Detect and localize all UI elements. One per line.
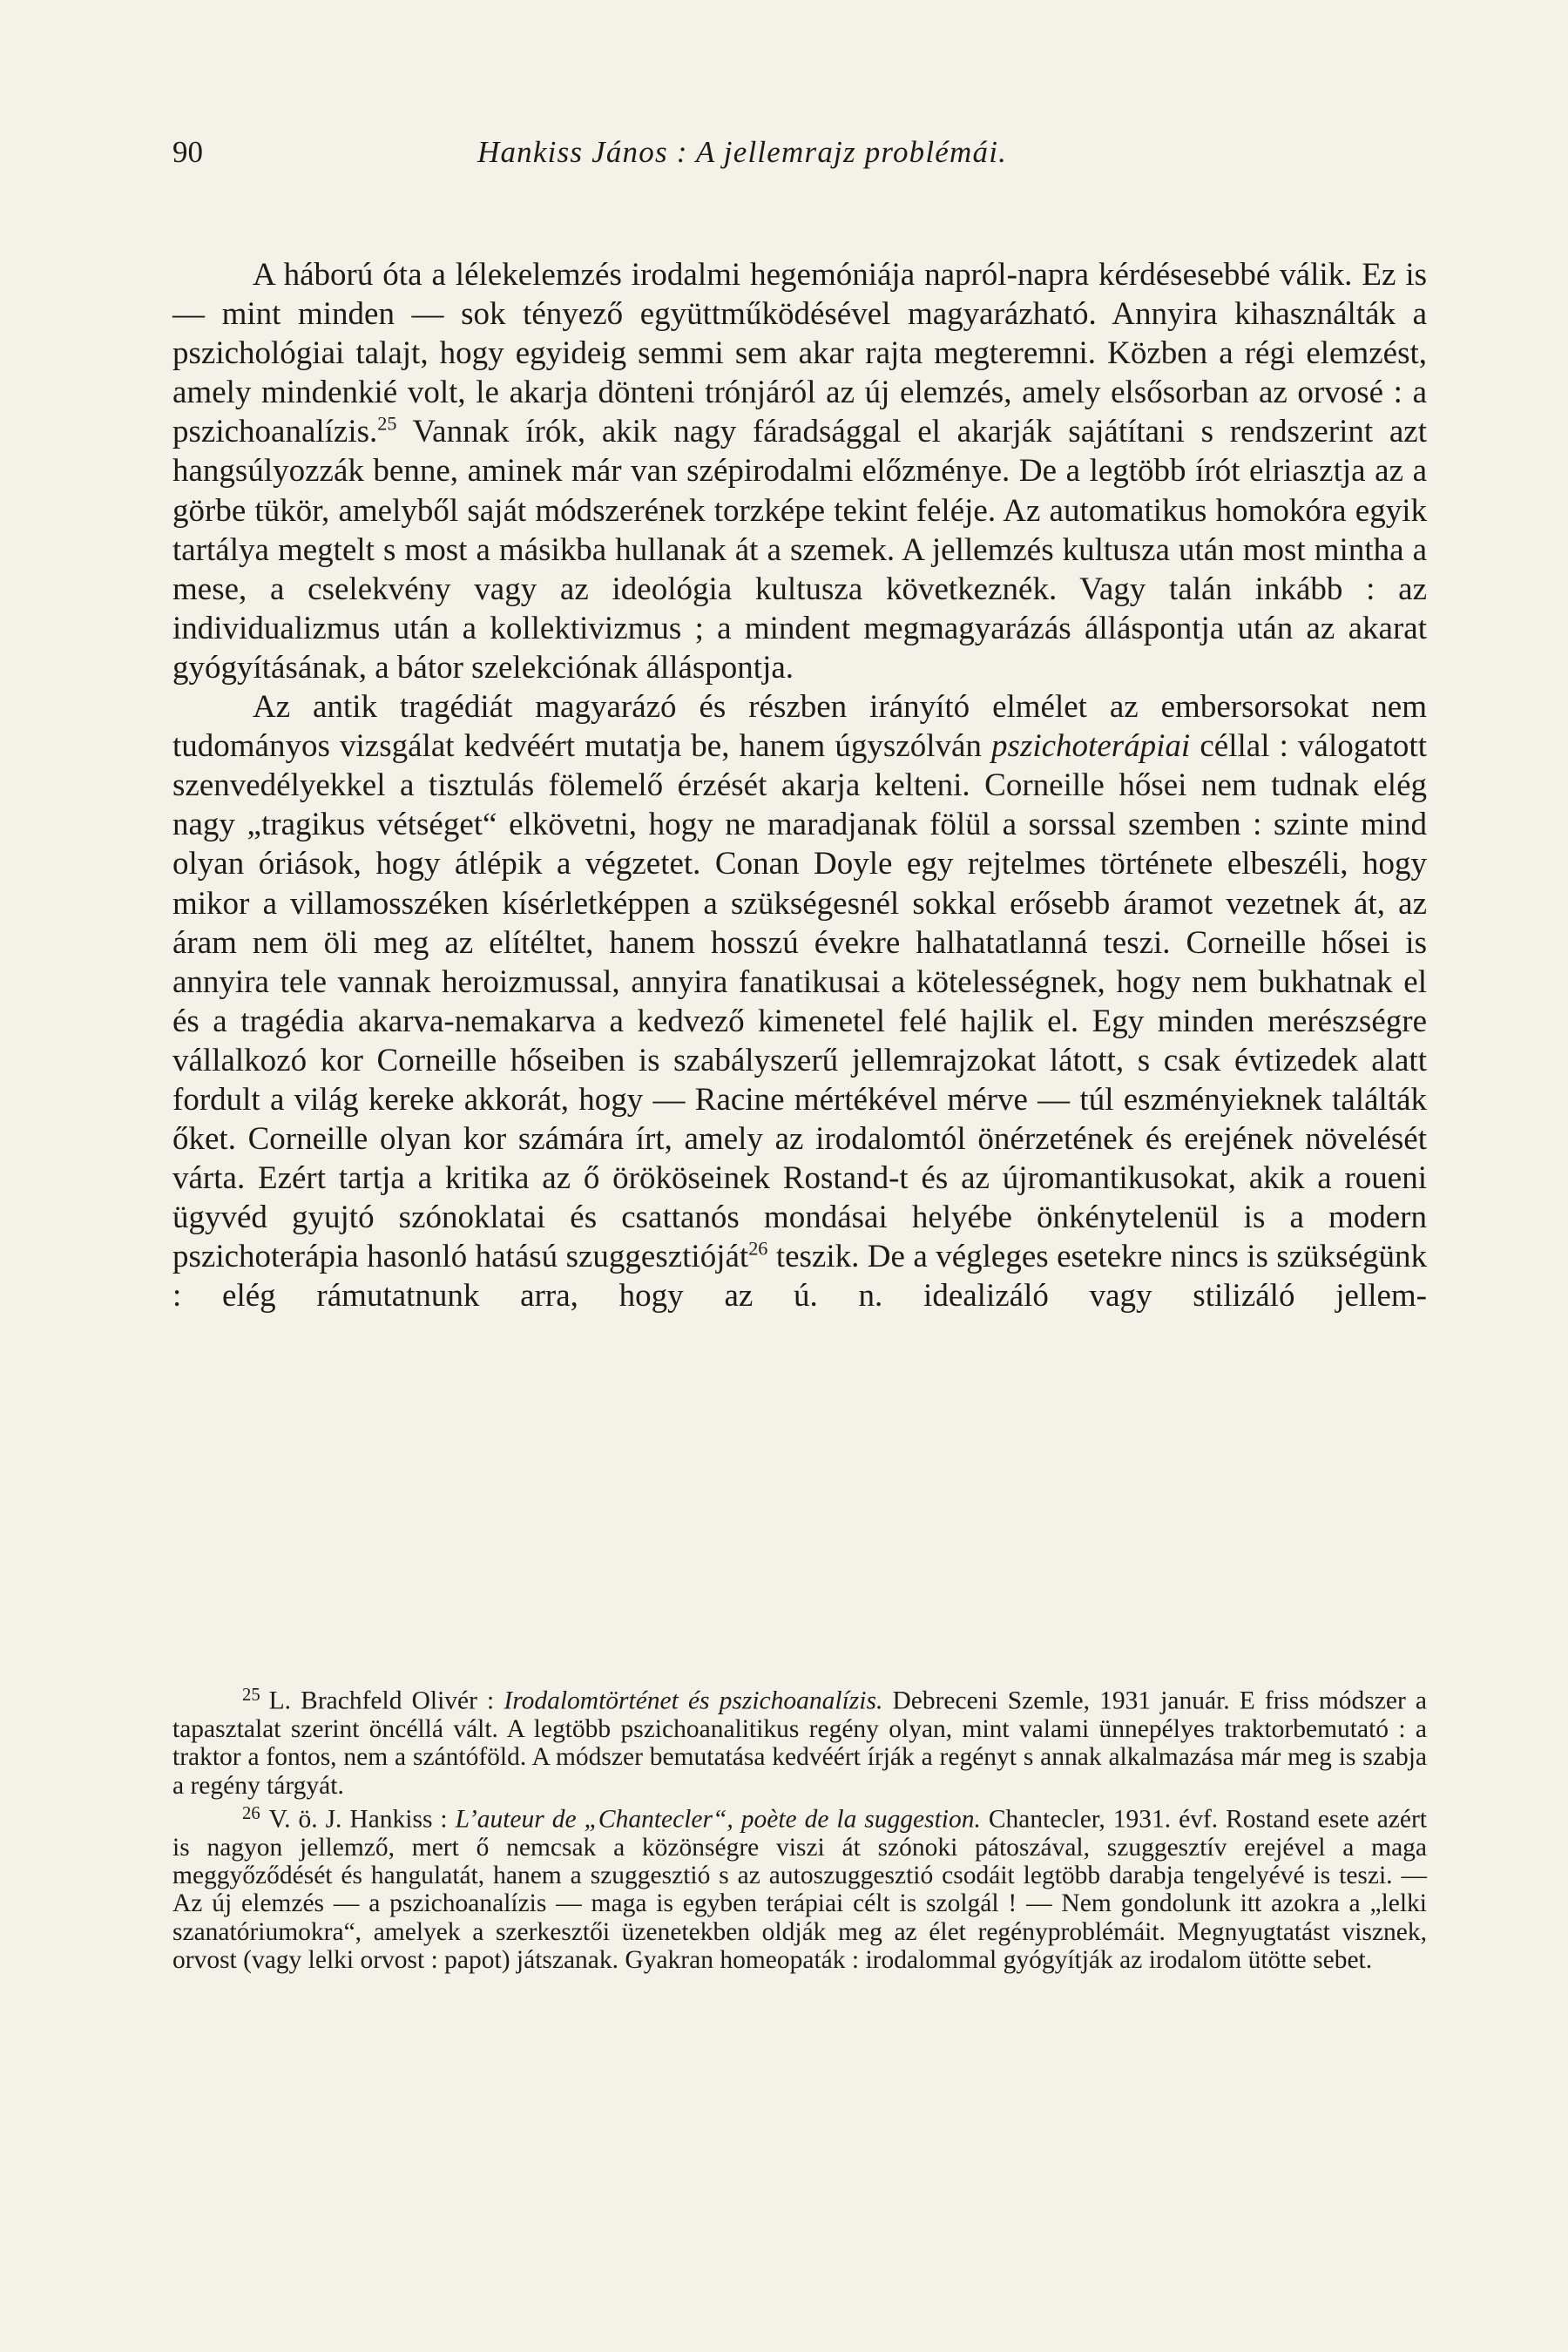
running-title: Hankiss János : A jellemrajz problémái. bbox=[477, 135, 1008, 169]
page-number: 90 bbox=[172, 135, 203, 169]
body-text bbox=[172, 255, 1427, 1316]
footnote-26-number: 26 bbox=[242, 1803, 260, 1823]
paragraph-2-italic-term: pszichoterápiai bbox=[991, 728, 1191, 765]
footnote-26-text-b: Chantecler, 1931. évf. Rostand esete azért is nagyon jellemző, mert ő nemcsak a közönségre viszi át szónoki pátoszával, szuggesztív erejével a maga meggyőződését és hangulatát, hanem a szuggesztió s az autoszuggesztió csodáit legtöbb darabja tengelyévé is teszi. — Az új elemzés — a pszichoanalízis — maga is egyben terápiai célt is szolgál ! — Nem gondolunk itt azokra a „lelki szanatóriumokra“, amelyek a szerkesztői üzenetekben oldják meg az élet regényproblémáit. Megnyugtatást visznek, orvost (vagy lelki orvost : papot) játszanak. Gyakran homeopaták : irodalommal gyógyítják az irodalom ütötte sebet. bbox=[172, 1805, 1427, 1975]
footnote-ref-25: 25 bbox=[377, 413, 397, 436]
footnote-26-text-a: V. ö. J. Hankiss : bbox=[268, 1805, 456, 1834]
paragraph-2-text-b: céllal : válogatott szenvedélyekkel a tisztulás fölemelő érzését akarja kelteni. Corneille hősei nem tudnak elég nagy „tragikus vétséget“ elkövetni, hogy ne maradjanak fölül a sorssal szemben : szinte mind olyan óriások, hogy átlépik a végzetet. Conan Doyle egy rejtelmes története elbeszéli, hogy mikor a villamosszéken kísérletképpen a szükségesnél sokkal erősebb áramot vezetnek át, az áram nem öli meg az elítéltet, hanem hosszú évekre halhatatlanná teszi. Corneille hősei is annyira tele vannak heroizmussal, annyira fanatikusai a kötelességnek, hogy nem bukhatnak el és a tragédia akarva-nemakarva a kedvező kimenetel felé hajlik el. Egy minden merészségre vállalkozó kor Corneille hőseiben is szabályszerű jellemrajzokat látott, s csak évtizedek alatt fordult a világ kereke akkorát, hogy — Racine mértékével mérve — túl eszményieknek találták őket. Corneille olyan kor számára írt, amely az irodalomtól önérzetének és erejének növelését várta. Ezért tartja a kritika az ő örököseinek Rostand-t és az újromantikusokat, akik a roueni ügyvéd gyujtó szónoklatai és csattanós mondásai helyébe önkénytelenül is a modern pszichoterápia hasonló hatású szuggesztióját bbox=[172, 728, 1427, 1275]
paragraph-2-text-a: Az antik tragédiát magyarázó és részben irányító elmélet az embersorsokat nem tudományos vizsgálat kedvéért mutatja be, hanem úgyszólván bbox=[172, 689, 1427, 765]
paragraph-2 bbox=[172, 687, 1427, 1316]
footnote-25-number: 25 bbox=[242, 1686, 260, 1705]
footnote-26-italic-title: L’auteur de „Chantecler“, poète de la suggestion. bbox=[455, 1805, 981, 1834]
footnote-25-italic-title: Irodalomtörténet és pszichoanalízis. bbox=[504, 1686, 883, 1715]
footnote-25-text-b: Debreceni Szemle, 1931 január. E friss módszer a tapasztalat szerint öncéllá vált. A legtöbb pszichoanalitikus regény olyan, mint valami ünnepélyes traktorbemutató : a traktor a fontos, nem a szántóföld. A módszer bemutatása kedvéért írják a regényt s annak alkalmazása már meg is szabja a regény tárgyát. bbox=[172, 1686, 1427, 1800]
paragraph-2-text-c: teszik. De a végleges esetekre nincs is szükségünk : elég rámutatnunk arra, hogy az ú. n. idealizáló vagy stilizáló jellem- bbox=[172, 1239, 1427, 1315]
paragraph-1 bbox=[172, 255, 1427, 687]
paragraph-1-text-a: A háború óta a lélekelemzés irodalmi hegemóniája napról-napra kérdésesebbé válik. Ez is — mint minden — sok tényező együttműködésével magyarázható. Annyira kihasználták a pszichológiai talajt, hogy egyideig semmi sem akar rajta megteremni. Közben a régi elemzést, amely mindenkié volt, le akarja dönteni trónjáról az új elemzés, amely elsősorban az orvosé : a pszichoanalízis. bbox=[172, 257, 1427, 450]
footnote-25-text-a: L. Brachfeld Olivér : bbox=[268, 1686, 504, 1715]
page-header bbox=[172, 131, 1427, 183]
paragraph-1-text-b: Vannak írók, akik nagy fáradsággal el akarják sajátítani s rendszerint azt hangsúlyozzák benne, aminek már van szépirodalmi előzménye. De a legtöbb írót elriasztja az a görbe tükör, amelyből saját módszerének torzképe tekint feléje. Az automatikus homokóra egyik tartálya megtelt s most a másikba hullanak át a szemek. A jellemzés kultusza után most mintha a mese, a cselekvény vagy az ideológia kultusza következnék. Vagy talán inkább : az individualizmus után a kollektivizmus ; a mindent megmagyarázás álláspontja után az akarat gyógyításának, a bátor szelekciónak álláspontja. bbox=[172, 414, 1427, 686]
footnote-26 bbox=[172, 1800, 1427, 1975]
footnote-ref-26: 26 bbox=[748, 1238, 768, 1260]
footnote-25 bbox=[172, 1681, 1427, 1800]
footnotes bbox=[172, 1681, 1427, 1975]
